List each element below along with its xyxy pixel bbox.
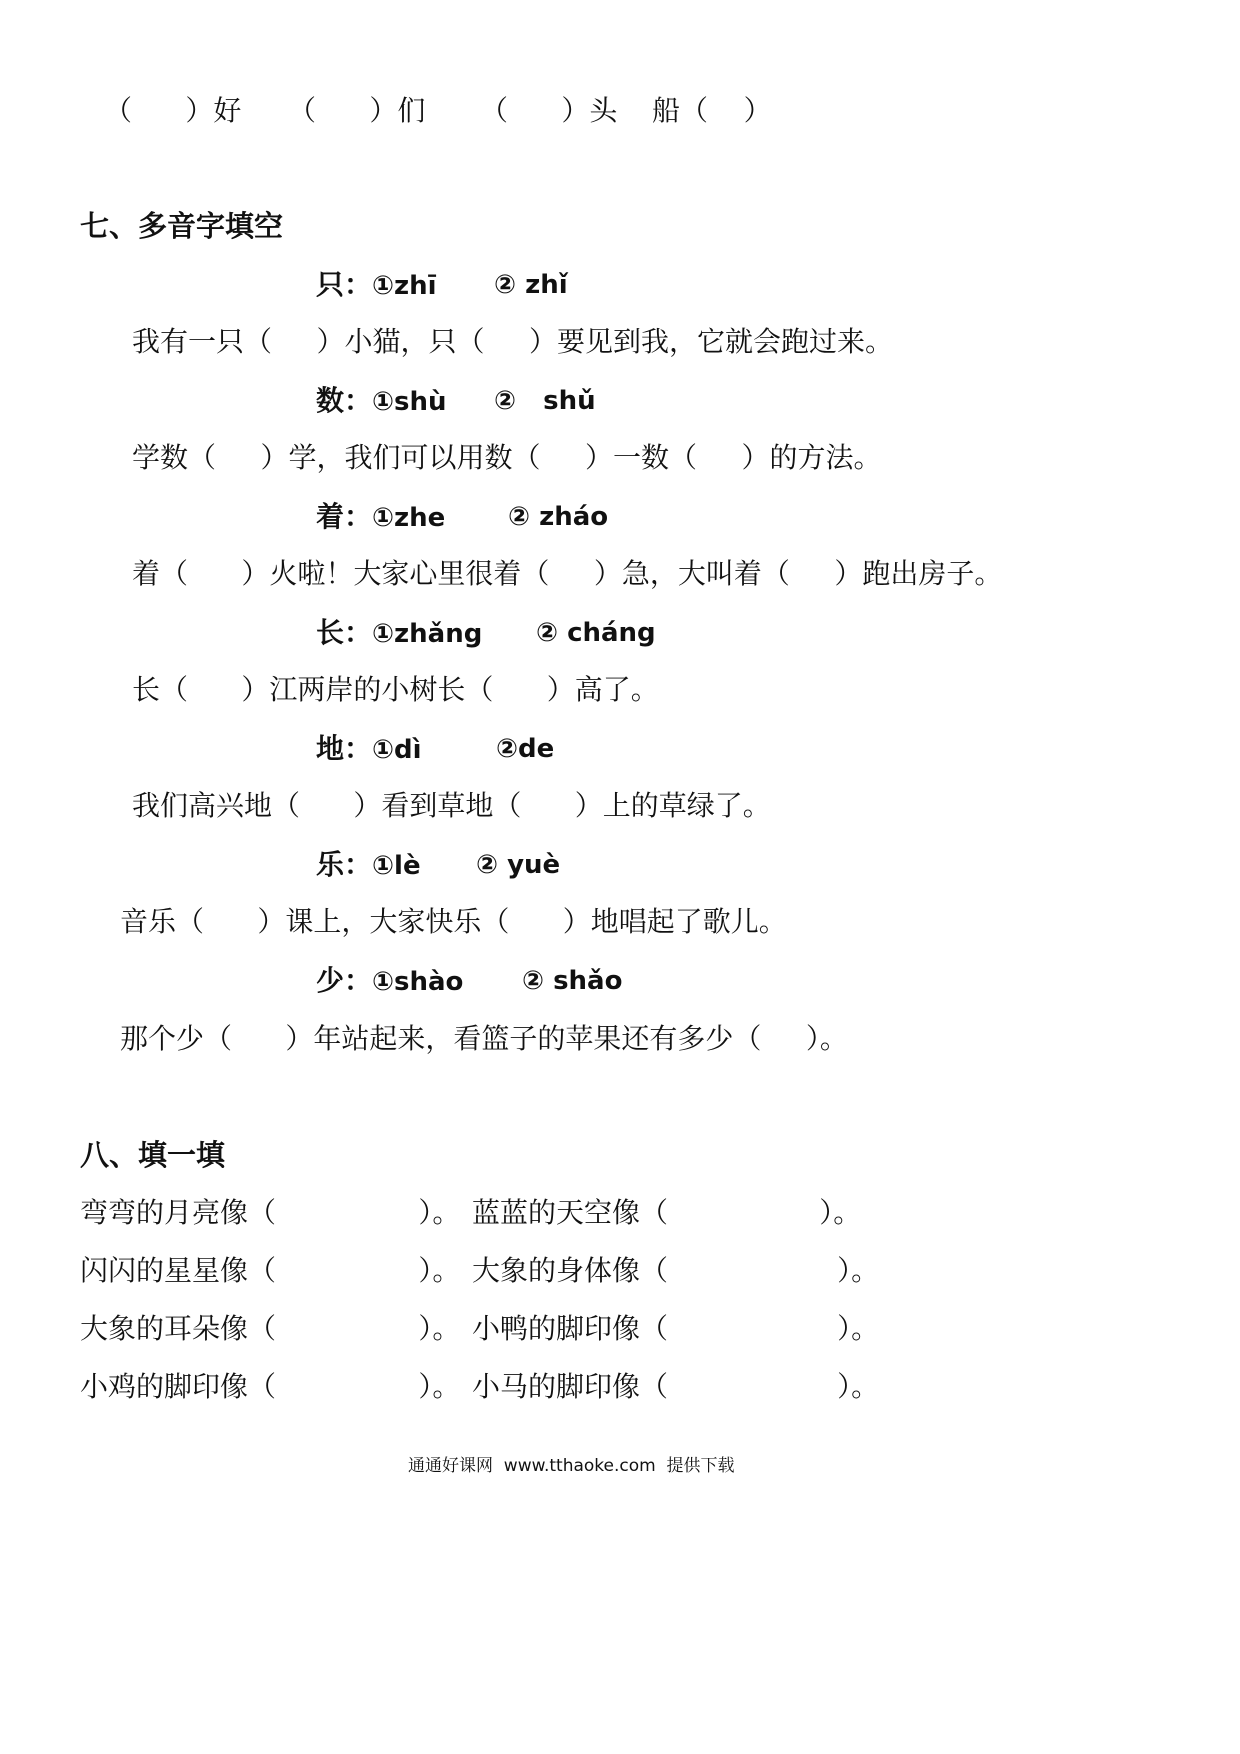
practice-sentence: 那个少（ ）年站起来，看篮子的苹果还有多少（ ）。 xyxy=(120,1022,848,1055)
pinyin-line xyxy=(316,616,482,651)
practice-sentence: 长（ ）江两岸的小树长（ ）高了。 xyxy=(132,673,659,706)
reading-1: ①shù xyxy=(372,387,447,417)
polyphone-char: 少： xyxy=(316,964,373,997)
reading-2: ② shǔ xyxy=(494,386,596,416)
fill-item-right: 小鸭的脚印像（ ）。 xyxy=(472,1312,880,1345)
reading-1: ①zhǎng xyxy=(372,619,483,649)
pinyin-line xyxy=(316,384,447,419)
polyphone-char: 着： xyxy=(316,500,373,533)
pinyin-line xyxy=(316,732,422,767)
reading-2: ②de xyxy=(496,734,555,764)
polyphone-char: 乐： xyxy=(316,848,373,881)
pinyin-line xyxy=(316,964,463,999)
top-blank-2: （ ）们 xyxy=(288,94,426,127)
fill-item-left: 小鸡的脚印像（ ）。 xyxy=(80,1370,461,1403)
polyphone-char: 只： xyxy=(316,268,373,301)
reading-1: ①shào xyxy=(372,967,464,997)
fill-item-left: 弯弯的月亮像（ ）。 xyxy=(80,1196,461,1229)
reading-1: ①dì xyxy=(372,735,422,765)
fill-item-left: 闪闪的星星像（ ）。 xyxy=(80,1254,461,1287)
fill-item-right: 蓝蓝的天空像（ ）。 xyxy=(472,1196,862,1229)
top-blank-3: （ ）头 xyxy=(480,94,618,127)
section-7-title: 七、多音字填空 xyxy=(80,209,284,243)
practice-sentence: 我有一只（ ）小猫，只（ ）要见到我，它就会跑过来。 xyxy=(132,325,894,358)
pinyin-line xyxy=(316,500,445,535)
practice-sentence: 音乐（ ）课上，大家快乐（ ）地唱起了歌儿。 xyxy=(120,905,787,938)
fill-item-right: 小马的脚印像（ ）。 xyxy=(472,1370,880,1403)
footer-source: 通通好课网 www.tthaoke.com 提供下载 xyxy=(408,1456,735,1476)
reading-2: ② shǎo xyxy=(522,966,623,996)
reading-2: ② zháo xyxy=(508,502,609,532)
reading-2: ② zhǐ xyxy=(494,270,568,300)
pinyin-line xyxy=(316,848,421,883)
practice-sentence: 我们高兴地（ ）看到草地（ ）上的草绿了。 xyxy=(132,789,771,822)
top-blank-1: （ ）好 xyxy=(104,94,242,127)
fill-item-left: 大象的耳朵像（ ）。 xyxy=(80,1312,461,1345)
top-blank-4: 船（ ） xyxy=(652,94,772,127)
reading-2: ② yuè xyxy=(476,850,561,880)
reading-1: ①lè xyxy=(372,851,421,881)
polyphone-char: 数： xyxy=(316,384,373,417)
section-8-title: 八、填一填 xyxy=(80,1138,226,1172)
reading-2: ② cháng xyxy=(536,618,656,648)
polyphone-char: 地： xyxy=(316,732,373,765)
practice-sentence: 学数（ ）学，我们可以用数（ ）一数（ ）的方法。 xyxy=(132,441,882,474)
reading-1: ①zhe xyxy=(372,503,446,533)
polyphone-char: 长： xyxy=(316,616,373,649)
reading-1: ①zhī xyxy=(372,271,437,301)
fill-item-right: 大象的身体像（ ）。 xyxy=(472,1254,880,1287)
pinyin-line xyxy=(316,268,437,303)
practice-sentence: 着（ ）火啦！大家心里很着（ ）急，大叫着（ ）跑出房子。 xyxy=(132,557,1003,590)
